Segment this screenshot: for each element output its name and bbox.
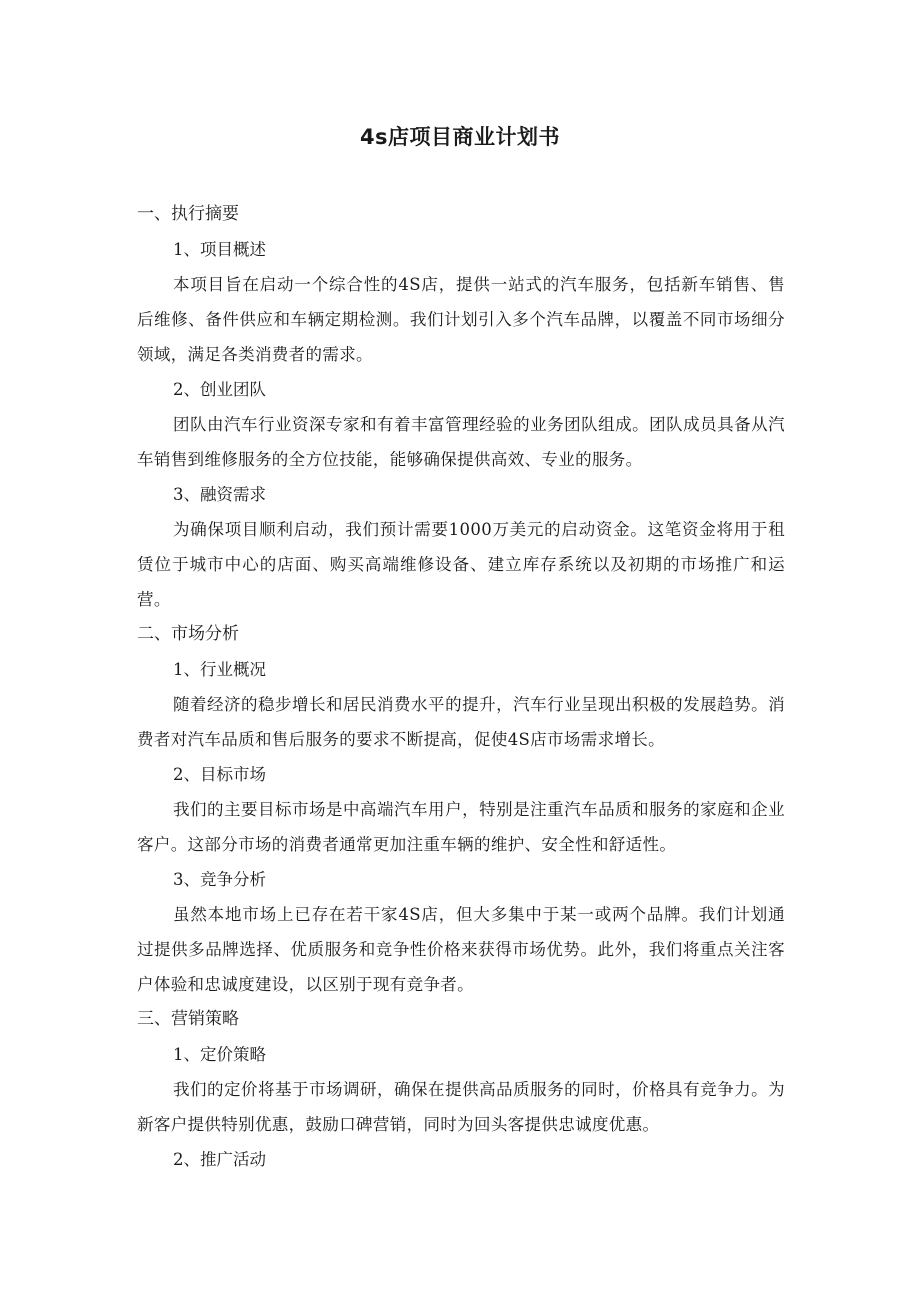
subsection-heading: 3、融资需求	[173, 485, 266, 504]
subsection-heading: 2、目标市场	[173, 765, 266, 784]
document-title: 4s店项目商业计划书	[359, 125, 561, 149]
paragraph: 随着经济的稳步增长和居民消费水平的提升，汽车行业呈现出积极的发展趋势。消费者对汽车品质和售后服务的要求不断提高，促使4S店市场需求增长。	[137, 695, 785, 749]
paragraph: 团队由汽车行业资深专家和有着丰富管理经验的业务团队组成。团队成员具备从汽车销售到维修服务的全方位技能，能够确保提供高效、专业的服务。	[137, 415, 785, 469]
subsection-heading: 1、项目概述	[173, 240, 266, 259]
paragraph: 为确保项目顺利启动，我们预计需要1000万美元的启动资金。这笔资金将用于租赁位于城市中心的店面、购买高端维修设备、建立库存系统以及初期的市场推广和运营。	[137, 520, 785, 609]
section-heading: 三、营销策略	[137, 1009, 239, 1029]
section-executive-summary	[137, 197, 785, 617]
subsection-heading: 2、创业团队	[173, 380, 266, 399]
section-heading: 一、执行摘要	[137, 204, 239, 224]
section-heading: 二、市场分析	[137, 624, 239, 644]
subsection-heading: 3、竞争分析	[173, 870, 266, 889]
paragraph: 我们的主要目标市场是中高端汽车用户，特别是注重汽车品质和服务的家庭和企业客户。这部分市场的消费者通常更加注重车辆的维护、安全性和舒适性。	[137, 800, 785, 854]
subsection-heading: 2、推广活动	[173, 1150, 266, 1169]
subsection-heading: 1、行业概况	[173, 660, 266, 679]
subsection-heading: 1、定价策略	[173, 1045, 266, 1064]
paragraph: 我们的定价将基于市场调研，确保在提供高品质服务的同时，价格具有竞争力。为新客户提供特别优惠，鼓励口碑营销，同时为回头客提供忠诚度优惠。	[137, 1080, 785, 1134]
document-body	[137, 197, 785, 1177]
section-marketing-strategy	[137, 1002, 785, 1177]
paragraph: 本项目旨在启动一个综合性的4S店，提供一站式的汽车服务，包括新车销售、售后维修、备件供应和车辆定期检测。我们计划引入多个汽车品牌，以覆盖不同市场细分领域，满足各类消费者的需求。	[137, 275, 785, 364]
section-market-analysis	[137, 617, 785, 1002]
paragraph: 虽然本地市场上已存在若干家4S店，但大多集中于某一或两个品牌。我们计划通过提供多品牌选择、优质服务和竞争性价格来获得市场优势。此外，我们将重点关注客户体验和忠诚度建设，以区别于现有竞争者。	[137, 905, 785, 994]
